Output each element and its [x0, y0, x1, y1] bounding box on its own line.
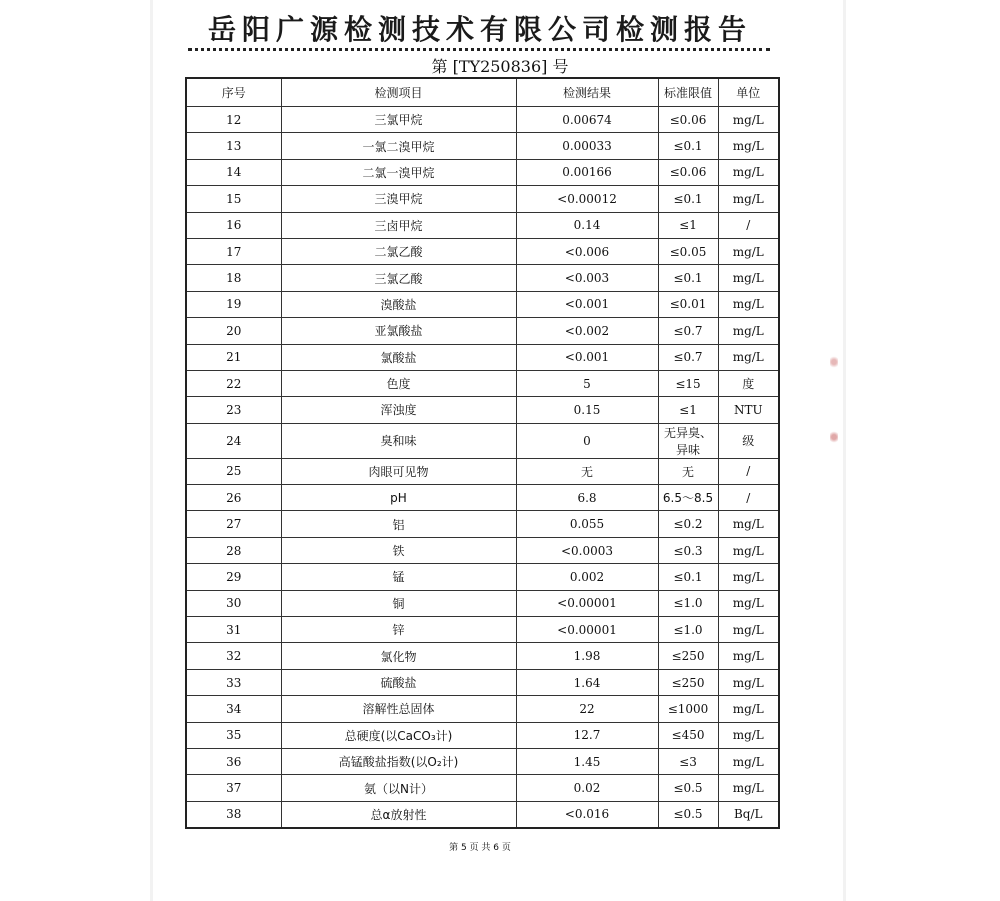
cell-index: 29: [186, 564, 281, 590]
cell-unit: mg/L: [718, 722, 779, 748]
cell-item: 色度: [281, 370, 516, 396]
cell-result: 0: [516, 423, 658, 458]
cell-item: 二氯乙酸: [281, 238, 516, 264]
cell-index: 23: [186, 397, 281, 423]
cell-index: 26: [186, 485, 281, 511]
cell-index: 16: [186, 212, 281, 238]
cell-index: 33: [186, 669, 281, 695]
cell-item: 浑浊度: [281, 397, 516, 423]
cell-limit: ≤1.0: [658, 590, 718, 616]
cell-unit: /: [718, 212, 779, 238]
cell-unit: mg/L: [718, 669, 779, 695]
page-footer: 第 5 页 共 6 页: [449, 843, 511, 853]
cell-index: 37: [186, 775, 281, 801]
seal-fragment: [830, 430, 838, 444]
cell-unit: /: [718, 485, 779, 511]
cell-result: 0.00674: [516, 107, 658, 133]
cell-index: 34: [186, 696, 281, 722]
cell-item: 亚氯酸盐: [281, 318, 516, 344]
cell-limit: ≤1: [658, 397, 718, 423]
cell-index: 28: [186, 537, 281, 563]
report-title: 岳阳广源检测技术有限公司检测报告: [207, 13, 752, 46]
cell-limit: ≤0.1: [658, 133, 718, 159]
cell-limit: ≤0.06: [658, 159, 718, 185]
cell-result: 5: [516, 370, 658, 396]
cell-item: 铜: [281, 590, 516, 616]
table-row: [186, 643, 779, 669]
cell-unit: mg/L: [718, 291, 779, 317]
cell-index: 25: [186, 458, 281, 484]
cell-index: 20: [186, 318, 281, 344]
cell-item: 三氯甲烷: [281, 107, 516, 133]
cell-unit: mg/L: [718, 696, 779, 722]
cell-index: 12: [186, 107, 281, 133]
table-row: [186, 669, 779, 695]
cell-index: 31: [186, 617, 281, 643]
table-row: [186, 801, 779, 828]
cell-index: 22: [186, 370, 281, 396]
header-index: 序号: [186, 78, 281, 107]
cell-index: 18: [186, 265, 281, 291]
cell-item: 高锰酸盐指数(以O₂计): [281, 748, 516, 774]
cell-item: 总α放射性: [281, 801, 516, 828]
table-row: [186, 537, 779, 563]
cell-limit: ≤250: [658, 643, 718, 669]
cell-limit: ≤0.5: [658, 801, 718, 828]
cell-index: 13: [186, 133, 281, 159]
cell-limit: ≤0.05: [658, 238, 718, 264]
cell-unit: mg/L: [718, 186, 779, 212]
cell-result: 0.00033: [516, 133, 658, 159]
cell-result: <0.016: [516, 801, 658, 828]
cell-result: 22: [516, 696, 658, 722]
cell-unit: mg/L: [718, 643, 779, 669]
cell-item: 三氯乙酸: [281, 265, 516, 291]
cell-item: 臭和味: [281, 423, 516, 458]
table-row: [186, 748, 779, 774]
cell-result: 0.15: [516, 397, 658, 423]
table-row: [186, 107, 779, 133]
cell-item: 溴酸盐: [281, 291, 516, 317]
cell-index: 19: [186, 291, 281, 317]
table-row: [186, 238, 779, 264]
cell-limit: ≤0.5: [658, 775, 718, 801]
cell-result: <0.00001: [516, 590, 658, 616]
cell-index: 24: [186, 423, 281, 458]
table-header-row: [186, 78, 779, 107]
cell-unit: mg/L: [718, 265, 779, 291]
cell-limit: ≤0.3: [658, 537, 718, 563]
cell-index: 21: [186, 344, 281, 370]
table-row: [186, 458, 779, 484]
cell-index: 15: [186, 186, 281, 212]
cell-item: 二氯一溴甲烷: [281, 159, 516, 185]
table-row: [186, 511, 779, 537]
cell-index: 30: [186, 590, 281, 616]
cell-unit: mg/L: [718, 617, 779, 643]
title-divider: [188, 48, 770, 51]
cell-result: 0.055: [516, 511, 658, 537]
table-row: [186, 186, 779, 212]
cell-unit: NTU: [718, 397, 779, 423]
table-row: [186, 318, 779, 344]
cell-result: 6.8: [516, 485, 658, 511]
cell-limit: ≤0.7: [658, 318, 718, 344]
cell-item: 锌: [281, 617, 516, 643]
cell-unit: mg/L: [718, 344, 779, 370]
cell-item: pH: [281, 485, 516, 511]
cell-limit: ≤250: [658, 669, 718, 695]
cell-item: 一氯二溴甲烷: [281, 133, 516, 159]
cell-unit: mg/L: [718, 748, 779, 774]
seal-fragment: [830, 355, 838, 369]
cell-result: 1.98: [516, 643, 658, 669]
cell-limit: ≤1000: [658, 696, 718, 722]
cell-item: 总硬度(以CaCO₃计): [281, 722, 516, 748]
cell-result: <0.00001: [516, 617, 658, 643]
cell-unit: mg/L: [718, 133, 779, 159]
cell-limit: ≤0.2: [658, 511, 718, 537]
cell-index: 14: [186, 159, 281, 185]
cell-unit: mg/L: [718, 318, 779, 344]
cell-limit: ≤0.06: [658, 107, 718, 133]
table-row: [186, 370, 779, 396]
cell-index: 35: [186, 722, 281, 748]
cell-unit: mg/L: [718, 775, 779, 801]
cell-unit: mg/L: [718, 511, 779, 537]
table-row: [186, 291, 779, 317]
cell-limit: 无异臭、异味: [658, 423, 718, 458]
results-table: [185, 77, 780, 829]
cell-unit: mg/L: [718, 537, 779, 563]
cell-item: 氨（以N计）: [281, 775, 516, 801]
cell-index: 17: [186, 238, 281, 264]
cell-unit: 级: [718, 423, 779, 458]
cell-item: 三溴甲烷: [281, 186, 516, 212]
cell-result: <0.00012: [516, 186, 658, 212]
header-result: 检测结果: [516, 78, 658, 107]
cell-limit: 无: [658, 458, 718, 484]
cell-result: 0.002: [516, 564, 658, 590]
report-number: 第 [TY250836] 号: [431, 57, 569, 76]
cell-item: 三卤甲烷: [281, 212, 516, 238]
table-row: [186, 159, 779, 185]
header-limit: 标准限值: [658, 78, 718, 107]
cell-result: 1.64: [516, 669, 658, 695]
cell-limit: ≤3: [658, 748, 718, 774]
cell-item: 铝: [281, 511, 516, 537]
cell-item: 氯酸盐: [281, 344, 516, 370]
table-row: [186, 265, 779, 291]
table-row: [186, 722, 779, 748]
table-row: [186, 133, 779, 159]
cell-limit: ≤0.1: [658, 186, 718, 212]
cell-unit: mg/L: [718, 590, 779, 616]
cell-unit: mg/L: [718, 564, 779, 590]
cell-unit: /: [718, 458, 779, 484]
cell-limit: ≤450: [658, 722, 718, 748]
table-row: [186, 564, 779, 590]
header-unit: 单位: [718, 78, 779, 107]
cell-result: <0.006: [516, 238, 658, 264]
cell-result: <0.003: [516, 265, 658, 291]
cell-limit: ≤0.7: [658, 344, 718, 370]
page-edge-right: [843, 0, 846, 901]
header-item: 检测项目: [281, 78, 516, 107]
table-row: [186, 485, 779, 511]
cell-limit: ≤0.1: [658, 564, 718, 590]
cell-result: <0.002: [516, 318, 658, 344]
cell-unit: 度: [718, 370, 779, 396]
cell-item: 肉眼可见物: [281, 458, 516, 484]
table-row: [186, 696, 779, 722]
cell-index: 32: [186, 643, 281, 669]
table-row: [186, 344, 779, 370]
table-row: [186, 617, 779, 643]
cell-unit: mg/L: [718, 159, 779, 185]
cell-result: 0.14: [516, 212, 658, 238]
cell-item: 硫酸盐: [281, 669, 516, 695]
cell-item: 溶解性总固体: [281, 696, 516, 722]
cell-index: 36: [186, 748, 281, 774]
cell-item: 铁: [281, 537, 516, 563]
table-row: [186, 423, 779, 458]
cell-limit: ≤15: [658, 370, 718, 396]
cell-limit: 6.5～8.5: [658, 485, 718, 511]
cell-result: <0.001: [516, 344, 658, 370]
cell-result: 0.02: [516, 775, 658, 801]
cell-limit: ≤1.0: [658, 617, 718, 643]
table-row: [186, 212, 779, 238]
table-row: [186, 397, 779, 423]
cell-result: <0.001: [516, 291, 658, 317]
cell-limit: ≤1: [658, 212, 718, 238]
cell-result: 0.00166: [516, 159, 658, 185]
cell-result: 12.7: [516, 722, 658, 748]
cell-result: 1.45: [516, 748, 658, 774]
cell-limit: ≤0.01: [658, 291, 718, 317]
cell-index: 27: [186, 511, 281, 537]
cell-result: 无: [516, 458, 658, 484]
cell-item: 氯化物: [281, 643, 516, 669]
cell-limit: ≤0.1: [658, 265, 718, 291]
cell-unit: Bq/L: [718, 801, 779, 828]
cell-index: 38: [186, 801, 281, 828]
cell-unit: mg/L: [718, 238, 779, 264]
table-row: [186, 775, 779, 801]
table-row: [186, 590, 779, 616]
cell-unit: mg/L: [718, 107, 779, 133]
cell-item: 锰: [281, 564, 516, 590]
cell-result: <0.0003: [516, 537, 658, 563]
